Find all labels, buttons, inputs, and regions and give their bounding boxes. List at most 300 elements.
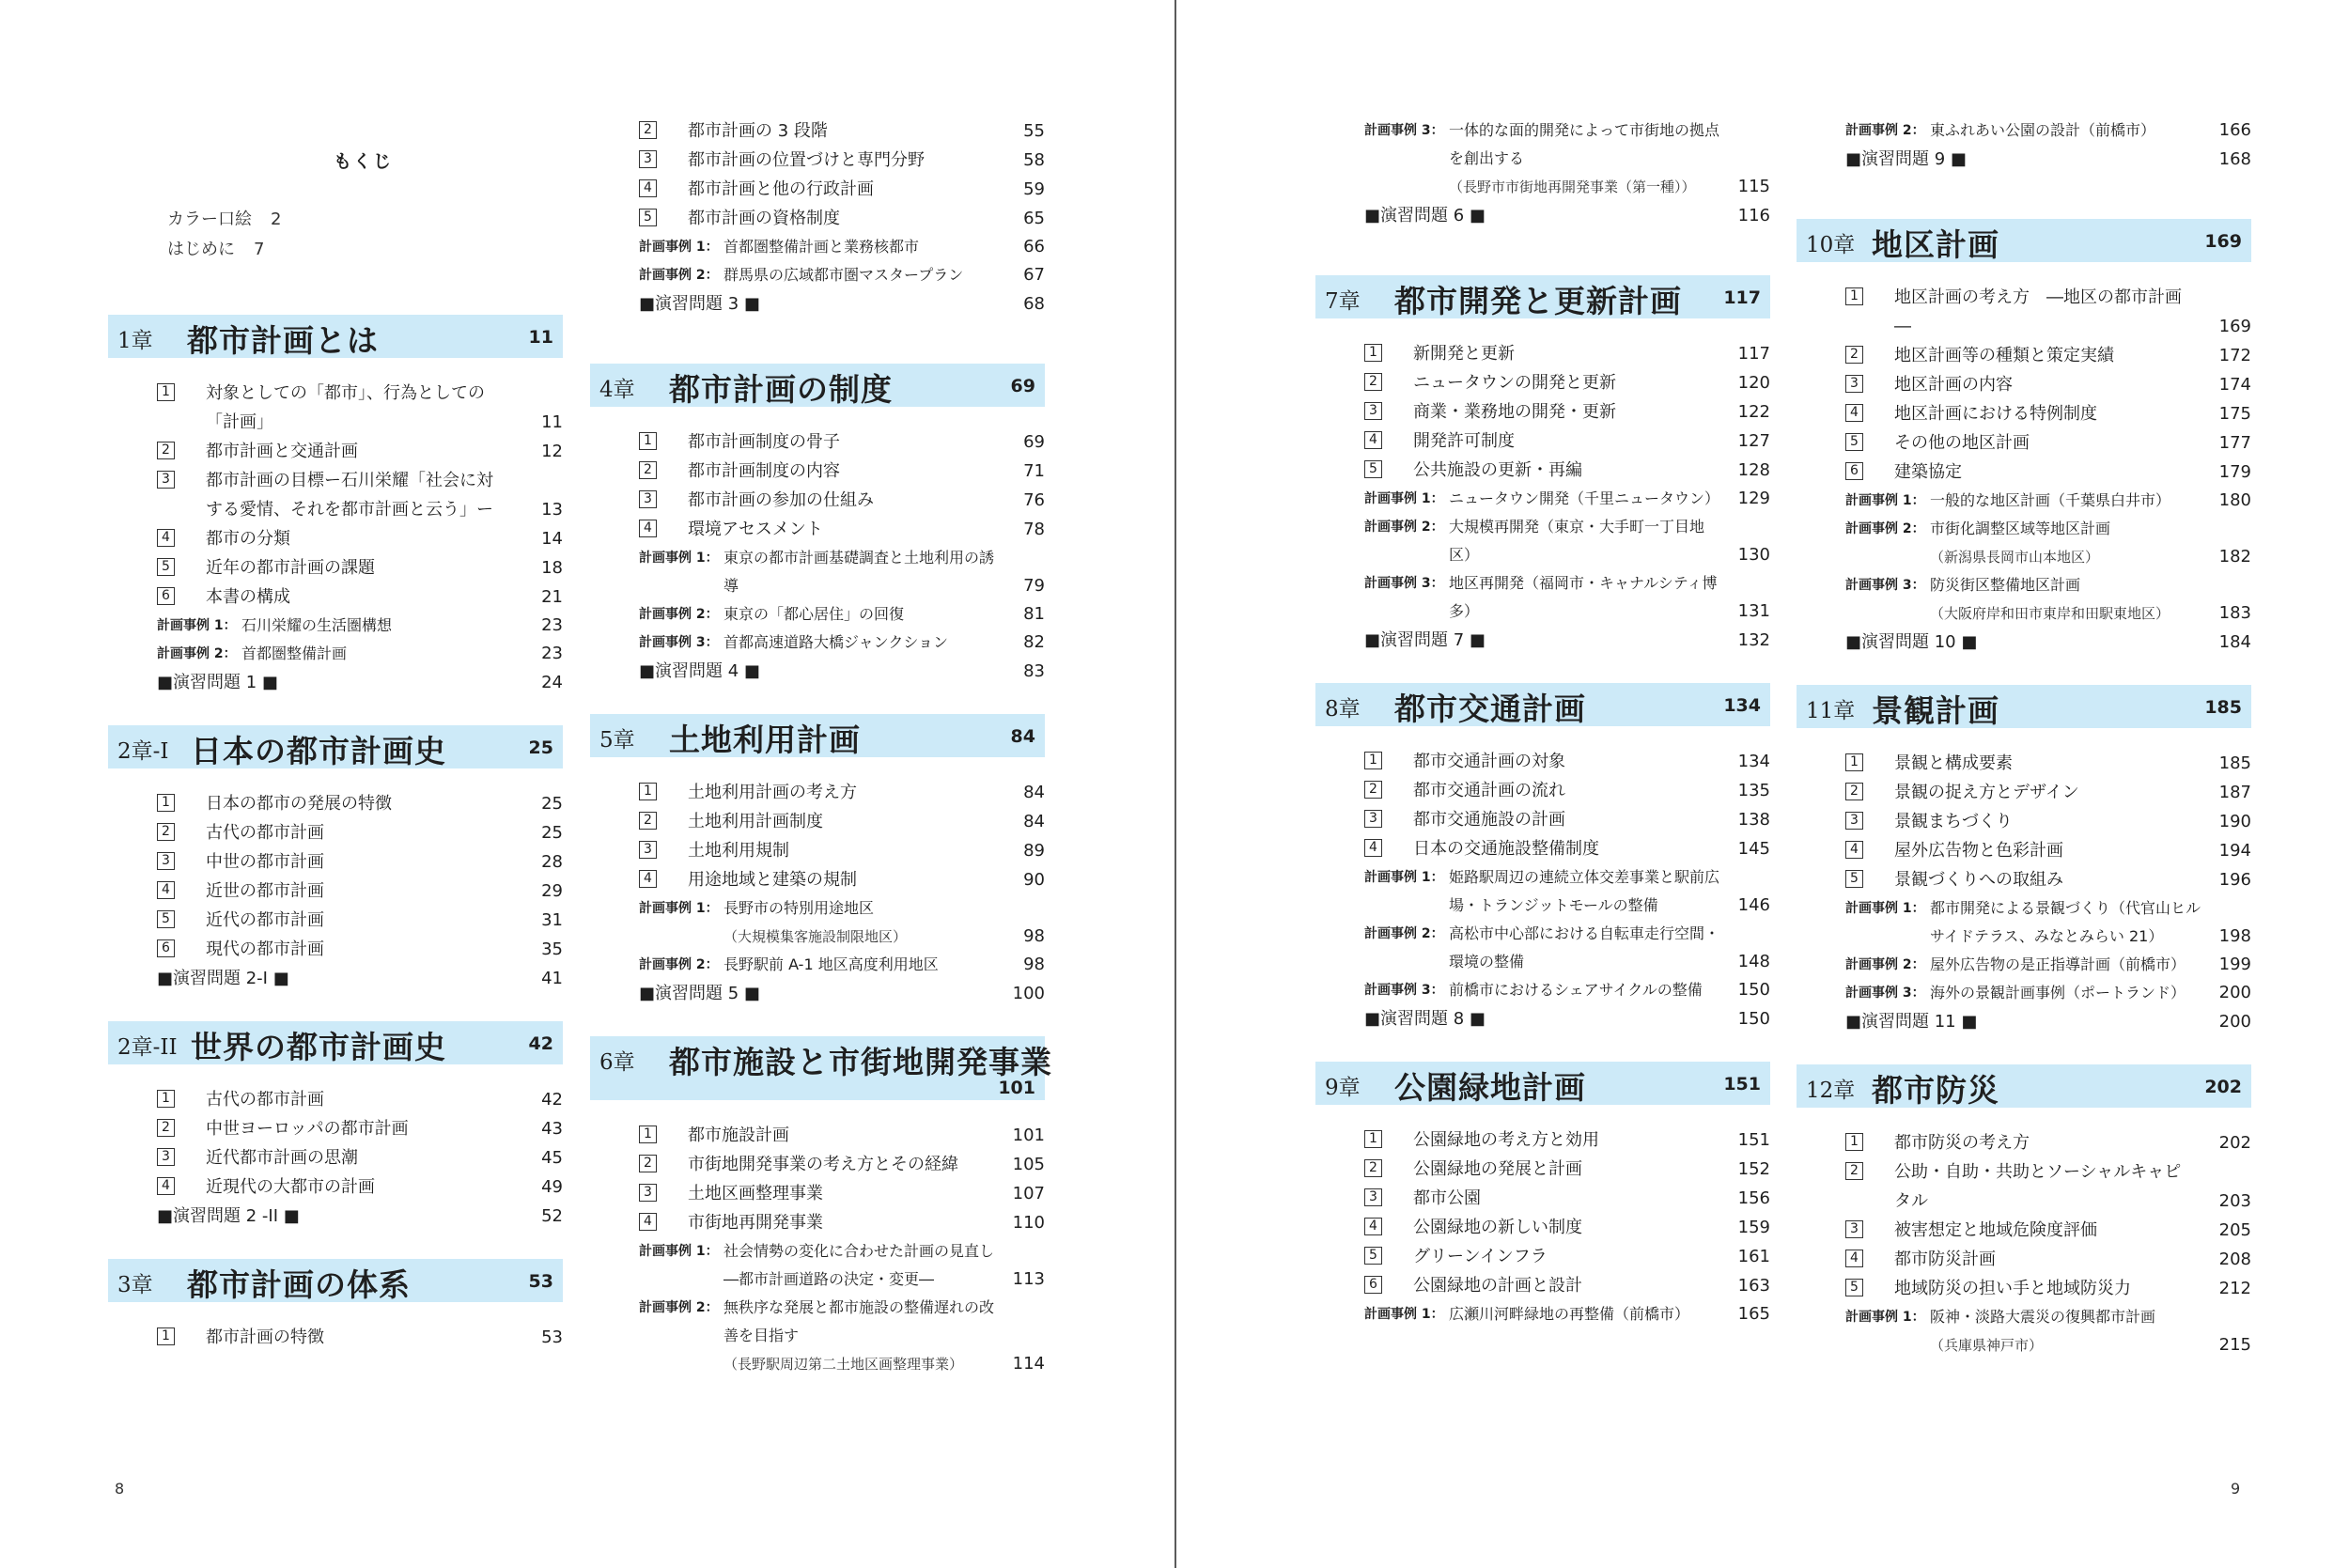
item-number-box: 1 — [639, 783, 657, 800]
case-study-item — [108, 612, 563, 640]
case-page: 131 — [1737, 601, 1770, 621]
case-label: 計画事例 2： — [1364, 926, 1444, 941]
toc-item — [1315, 1242, 1770, 1271]
chapter-title: 世界の都市計画史 — [191, 1029, 446, 1065]
toc-item — [1797, 836, 2251, 865]
item-text: 公園緑地の新しい制度 — [1413, 1218, 1582, 1237]
toc-item — [590, 175, 1045, 204]
chapter-header — [590, 1036, 1052, 1100]
item-page: 43 — [541, 1119, 563, 1139]
chapter-number: 2章-II — [117, 1035, 178, 1060]
item-number-box: 3 — [1364, 810, 1382, 828]
chapter-page: 84 — [1010, 726, 1035, 747]
item-text: 古代の都市計画 — [206, 823, 324, 843]
case-label: 計画事例 1： — [1845, 901, 1925, 916]
case-text-block — [241, 640, 563, 668]
case-text: 高松市中心部における自転車走行空間・環境の整備 — [1449, 924, 1720, 970]
chapter-section — [1797, 1064, 2251, 1359]
exercise-text: ■演習問題 5 ■ — [639, 984, 760, 1003]
chapter-header — [1315, 275, 1770, 318]
item-page: 28 — [541, 852, 563, 872]
item-text: 地区計画の考え方 ―地区の都市計画― — [1894, 287, 2182, 336]
item-page: 122 — [1737, 402, 1770, 422]
chapter-title: 都市防災 — [1872, 1072, 1999, 1109]
item-page: 163 — [1737, 1276, 1770, 1296]
item-number-box: 2 — [1845, 783, 1863, 800]
case-text: 屋外広告物の是正指導計画（前橋市） — [1930, 955, 2186, 973]
toc-item — [108, 847, 563, 877]
item-text: 日本の都市の発展の特徴 — [206, 794, 392, 814]
chapter-header — [590, 364, 1045, 407]
case-text-block — [723, 1237, 1045, 1294]
chapter-section — [108, 1259, 563, 1352]
item-text: 新開発と更新 — [1413, 344, 1515, 364]
chapter-section — [1315, 275, 1770, 655]
case-text: 一体的な面的開発によって市街地の拠点を創出する — [1449, 121, 1720, 167]
case-text-block — [1449, 513, 1770, 569]
item-page: 12 — [541, 442, 563, 461]
case-text: 広瀬川河畔緑地の再整備（前橋市） — [1449, 1305, 1690, 1323]
item-number-box: 5 — [157, 910, 175, 928]
item-number-box: 1 — [1845, 753, 1863, 771]
chapter-header — [108, 1259, 563, 1302]
toc-item — [590, 204, 1045, 233]
case-label: 計画事例 1： — [1364, 1307, 1444, 1322]
item-text: 都市計画の資格制度 — [688, 209, 840, 228]
case-study-item — [590, 951, 1045, 979]
item-number-box: 2 — [1845, 346, 1863, 364]
item-text: 土地区画整理事業 — [688, 1184, 823, 1203]
case-label: 計画事例 3： — [1845, 578, 1925, 593]
item-number-box: 4 — [1364, 839, 1382, 857]
chapter-title: 都市施設と市街地開発事業 — [669, 1044, 1052, 1080]
case-page: 165 — [1737, 1304, 1770, 1324]
exercise-text: ■演習問題 7 ■ — [1364, 630, 1486, 650]
chapter-section — [108, 1021, 563, 1231]
exercise-item — [108, 964, 563, 993]
exercise-item — [590, 289, 1045, 318]
case-study-item — [1797, 487, 2251, 515]
item-text: 都市計画の位置づけと専門分野 — [688, 150, 925, 170]
item-page: 205 — [2218, 1220, 2251, 1240]
chapter-title: 公園緑地計画 — [1394, 1069, 1586, 1106]
case-label: 計画事例 3： — [1364, 123, 1444, 138]
item-text: 景観まちづくり — [1894, 812, 2013, 831]
exercise-text: ■演習問題 11 ■ — [1845, 1012, 1978, 1032]
case-text: 東ふれあい公園の設計（前橋市） — [1930, 121, 2156, 139]
exercise-page: 52 — [541, 1206, 563, 1226]
chapter-header — [590, 714, 1045, 757]
item-number-box: 1 — [157, 1090, 175, 1108]
item-text: 都市交通施設の計画 — [1413, 810, 1565, 830]
exercise-item — [108, 1202, 563, 1231]
chapter-page: 117 — [1723, 287, 1761, 308]
toc-item — [590, 778, 1045, 807]
item-page: 31 — [541, 910, 563, 930]
item-page: 138 — [1737, 810, 1770, 830]
case-label: 計画事例 1： — [1845, 493, 1925, 508]
item-page: 55 — [1023, 121, 1045, 141]
case-text: 市街化調整区域等地区計画 — [1930, 520, 2111, 537]
case-label: 計画事例 1： — [1364, 870, 1444, 885]
item-page: 45 — [541, 1148, 563, 1168]
item-number-box: 3 — [1845, 812, 1863, 830]
toc-item — [108, 906, 563, 935]
exercise-page: 116 — [1737, 206, 1770, 225]
case-study-item — [590, 544, 1045, 600]
item-text: 商業・業務地の開発・更新 — [1413, 402, 1616, 422]
item-page: 202 — [2218, 1133, 2251, 1153]
case-study-item — [108, 640, 563, 668]
item-number-box: 5 — [157, 558, 175, 576]
case-page: 146 — [1737, 895, 1770, 915]
item-number-box: 3 — [1845, 375, 1863, 393]
case-text-block — [1930, 571, 2251, 628]
toc-item — [1315, 776, 1770, 805]
chapter-title: 都市計画の制度 — [669, 371, 893, 408]
item-page: 76 — [1023, 490, 1045, 510]
case-page: 82 — [1023, 632, 1045, 652]
item-number-box: 2 — [1364, 373, 1382, 391]
case-label: 計画事例 2： — [639, 957, 719, 972]
exercise-text: ■演習問題 1 ■ — [157, 673, 278, 692]
toc-column-4 — [1797, 116, 2251, 1359]
item-page: 107 — [1012, 1184, 1045, 1203]
toc-item — [1797, 1128, 2251, 1157]
toc-item — [108, 524, 563, 553]
chapter-number: 2章-I — [117, 739, 169, 764]
case-study-item — [590, 233, 1045, 261]
case-text-block — [1930, 487, 2251, 515]
toc-item — [1315, 397, 1770, 427]
exercise-text: ■演習問題 2-I ■ — [157, 969, 289, 988]
chapter-continuation — [1797, 116, 2251, 174]
case-text: 群馬県の広域都市圏マスタープラン — [723, 266, 964, 284]
item-number-box: 1 — [1364, 752, 1382, 769]
item-text: 中世の都市計画 — [206, 852, 324, 872]
item-text: 環境アセスメント — [688, 520, 823, 539]
item-text: 市街地再開発事業 — [688, 1213, 823, 1233]
item-text: 屋外広告物と色彩計画 — [1894, 841, 2063, 861]
case-text-block — [1930, 1303, 2251, 1359]
item-number-box: 2 — [157, 1119, 175, 1137]
toc-item — [590, 116, 1045, 146]
chapter-page: 11 — [528, 327, 553, 348]
case-text: 長野駅前 A-1 地区高度利用地区 — [723, 955, 939, 973]
case-page: 180 — [2218, 490, 2251, 510]
item-text: 古代の都市計画 — [206, 1090, 324, 1110]
item-text: その他の地区計画 — [1894, 433, 2030, 453]
case-study-item — [1797, 894, 2251, 951]
item-page: 35 — [541, 939, 563, 959]
chapter-section — [108, 315, 563, 697]
case-label: 計画事例 2： — [639, 268, 719, 283]
case-label: 計画事例 2： — [639, 1300, 719, 1315]
toc-item — [590, 515, 1045, 544]
chapter-title: 都市交通計画 — [1394, 691, 1586, 727]
toc-item — [1315, 368, 1770, 397]
item-page: 190 — [2218, 812, 2251, 831]
case-text-block — [723, 600, 1045, 629]
item-number-box: 4 — [157, 881, 175, 899]
case-study-item — [590, 261, 1045, 289]
item-number-box: 2 — [1364, 1159, 1382, 1177]
item-page: 78 — [1023, 520, 1045, 539]
chapter-number: 10章 — [1806, 233, 1856, 257]
case-study-item — [590, 894, 1045, 951]
case-study-item — [1315, 116, 1770, 201]
case-page: 199 — [2218, 955, 2251, 974]
item-number-box: 1 — [157, 383, 175, 401]
item-text: 都市計画と他の行政計画 — [688, 179, 874, 199]
item-text: 都市防災計画 — [1894, 1250, 1996, 1269]
case-page: 67 — [1023, 265, 1045, 285]
case-page: 113 — [1012, 1269, 1045, 1289]
case-study-item — [1797, 951, 2251, 979]
chapter-section — [1797, 219, 2251, 657]
case-page: 182 — [2218, 547, 2251, 567]
toc-item — [1797, 1274, 2251, 1303]
page-gutter — [1174, 0, 1176, 1568]
chapter-page: 42 — [528, 1033, 553, 1054]
case-study-item — [1797, 979, 2251, 1007]
toc-item — [108, 466, 563, 524]
case-text-block — [1930, 951, 2251, 979]
item-page: 110 — [1012, 1213, 1045, 1233]
chapter-section — [1797, 685, 2251, 1036]
item-text: 近代都市計画の思潮 — [206, 1148, 358, 1168]
case-text: 無秩序な発展と都市施設の整備遅れの改善を目指す — [723, 1298, 995, 1344]
toc-item — [590, 865, 1045, 894]
item-number-box: 1 — [1364, 344, 1382, 362]
case-text-block — [241, 612, 563, 640]
case-subtext: （大規模集客施設制限地区） — [723, 928, 908, 945]
case-text: 防災街区整備地区計画 — [1930, 576, 2081, 594]
item-number-box: 2 — [1364, 781, 1382, 799]
item-number-box: 5 — [1364, 460, 1382, 478]
chapter-header — [108, 725, 563, 768]
chapter-number: 9章 — [1325, 1076, 1361, 1100]
item-number-box: 3 — [157, 1148, 175, 1166]
item-page: 71 — [1023, 461, 1045, 481]
toc-item — [1797, 1245, 2251, 1274]
toc-column-2 — [590, 116, 1052, 1378]
item-text: 用途地域と建築の規制 — [688, 870, 857, 890]
exercise-text: ■演習問題 10 ■ — [1845, 632, 1978, 652]
toc-item — [1797, 865, 2251, 894]
exercise-page: 150 — [1737, 1009, 1770, 1029]
exercise-text: ■演習問題 8 ■ — [1364, 1009, 1486, 1029]
case-page: 98 — [1023, 955, 1045, 974]
item-number-box: 4 — [639, 520, 657, 537]
item-number-box: 1 — [1845, 1133, 1863, 1151]
item-page: 13 — [541, 500, 563, 520]
chapter-page: 134 — [1723, 695, 1761, 716]
toc-item — [1797, 370, 2251, 399]
item-text: 都市の分類 — [206, 529, 290, 549]
item-text: 都市施設計画 — [688, 1126, 789, 1145]
item-text: 景観と構成要素 — [1894, 753, 2013, 773]
toc-item — [1315, 1155, 1770, 1184]
front-matter-item: カラー口絵 2 — [167, 210, 282, 229]
toc-item — [590, 807, 1045, 836]
case-label: 計画事例 3： — [639, 635, 719, 650]
toc-item — [590, 1121, 1045, 1150]
item-text: 都市計画の 3 段階 — [688, 121, 828, 141]
item-text: 市街地開発事業の考え方とその経緯 — [688, 1155, 958, 1174]
chapter-title: 地区計画 — [1872, 226, 1999, 263]
toc-column-3 — [1315, 116, 1770, 1328]
case-study-item — [1315, 920, 1770, 976]
chapter-header — [1797, 685, 2251, 728]
case-text: 社会情勢の変化に合わせた計画の見直し ―都市計画道路の決定・変更― — [723, 1242, 995, 1288]
item-text: 土地利用計画制度 — [688, 812, 823, 831]
chapter-title: 都市開発と更新計画 — [1394, 283, 1682, 319]
toc-item — [1315, 1126, 1770, 1155]
chapter-section — [590, 714, 1045, 1008]
exercise-text: ■演習問題 4 ■ — [639, 661, 760, 681]
toc-item — [108, 1114, 563, 1143]
toc-item — [108, 935, 563, 964]
case-label: 計画事例 2： — [1845, 521, 1925, 536]
case-text-block — [1449, 485, 1770, 513]
exercise-page: 68 — [1023, 294, 1045, 314]
toc-item — [108, 818, 563, 847]
case-page: 148 — [1737, 952, 1770, 971]
chapter-header — [1315, 683, 1770, 726]
toc-title: もくじ — [334, 151, 394, 172]
item-number-box: 3 — [1364, 1188, 1382, 1206]
item-number-box: 3 — [1845, 1220, 1863, 1238]
item-page: 128 — [1737, 460, 1770, 480]
case-page: 98 — [1023, 926, 1045, 946]
case-text: 大規模再開発（東京・大手町一丁目地区） — [1449, 518, 1705, 564]
item-page: 134 — [1737, 752, 1770, 771]
case-label: 計画事例 2： — [1845, 957, 1925, 972]
item-number-box: 5 — [639, 209, 657, 226]
item-page: 203 — [2218, 1191, 2251, 1211]
item-number-box: 5 — [1845, 870, 1863, 888]
case-label: 計画事例 2： — [1364, 520, 1444, 535]
exercise-item — [1315, 201, 1770, 230]
case-label: 計画事例 1： — [639, 1244, 719, 1259]
case-study-item — [1315, 1300, 1770, 1328]
item-text: 日本の交通施設整備制度 — [1413, 839, 1599, 859]
item-number-box: 3 — [157, 471, 175, 489]
toc-item — [590, 427, 1045, 457]
item-text: ニュータウンの開発と更新 — [1413, 373, 1616, 393]
item-text: 都市公園 — [1413, 1188, 1481, 1208]
item-number-box: 1 — [639, 1126, 657, 1143]
item-page: 59 — [1023, 179, 1045, 199]
case-page: 150 — [1737, 980, 1770, 1000]
toc-item — [590, 1150, 1045, 1179]
item-number-box: 2 — [639, 1155, 657, 1172]
chapter-section — [1315, 1062, 1770, 1328]
item-page: 145 — [1737, 839, 1770, 859]
case-page: 183 — [2218, 603, 2251, 623]
item-number-box: 2 — [639, 812, 657, 830]
item-text: 景観づくりへの取組み — [1894, 870, 2063, 890]
chapter-section — [590, 1036, 1052, 1378]
item-number-box: 3 — [639, 150, 657, 168]
case-text: 前橋市におけるシェアサイクルの整備 — [1449, 981, 1703, 999]
page-number-right: 9 — [2231, 1480, 2241, 1498]
case-text-block — [1449, 116, 1770, 201]
toc-item — [590, 836, 1045, 865]
case-label: 計画事例 1： — [157, 618, 237, 633]
item-page: 105 — [1012, 1155, 1045, 1174]
item-page: 25 — [541, 823, 563, 843]
item-page: 194 — [2218, 841, 2251, 861]
item-number-box: 6 — [1364, 1276, 1382, 1294]
item-page: 156 — [1737, 1188, 1770, 1208]
exercise-page: 184 — [2218, 632, 2251, 652]
item-page: 21 — [541, 587, 563, 607]
exercise-page: 83 — [1023, 661, 1045, 681]
case-study-item — [1797, 571, 2251, 628]
chapter-continuation — [1315, 116, 1770, 230]
item-page: 101 — [1012, 1126, 1045, 1145]
case-label: 計画事例 2： — [1845, 123, 1925, 138]
case-subtext: （大阪府岸和田市東岸和田駅東地区） — [1930, 605, 2170, 622]
item-page: 69 — [1023, 432, 1045, 452]
case-text: 長野市の特別用途地区 — [723, 899, 875, 917]
item-number-box: 4 — [1845, 404, 1863, 422]
chapter-title: 土地利用計画 — [669, 722, 861, 758]
item-number-box: 4 — [639, 870, 657, 888]
item-page: 120 — [1737, 373, 1770, 393]
item-number-box: 1 — [157, 1327, 175, 1345]
item-text: 都市計画の目標ー石川栄耀「社会に対する愛情、それを都市計画と云う」ー — [206, 471, 493, 520]
case-page: 130 — [1737, 545, 1770, 565]
chapter-page: 202 — [2204, 1077, 2242, 1097]
case-study-item — [590, 1237, 1045, 1294]
case-text: 石川栄耀の生活圏構想 — [241, 616, 393, 634]
item-text: 建築協定 — [1894, 462, 1962, 482]
item-text: 土地利用規制 — [688, 841, 789, 861]
case-label: 計画事例 1： — [1364, 491, 1444, 506]
item-page: 159 — [1737, 1218, 1770, 1237]
chapter-number: 8章 — [1325, 697, 1361, 722]
item-number-box: 4 — [157, 1177, 175, 1195]
item-text: 対象としての「都市」、行為としての「計画」 — [206, 383, 485, 432]
toc-column-1 — [108, 315, 563, 1352]
item-page: 187 — [2218, 783, 2251, 802]
case-text: 都市開発による景観づくり（代官山ヒルサイドテラス、みなとみらい 21） — [1930, 899, 2201, 945]
toc-item — [1797, 807, 2251, 836]
item-text: 都市計画制度の内容 — [688, 461, 840, 481]
item-number-box: 1 — [157, 794, 175, 812]
case-text-block — [723, 894, 1045, 951]
case-text-block — [723, 233, 1045, 261]
case-study-item — [1315, 863, 1770, 920]
item-page: 49 — [541, 1177, 563, 1197]
item-number-box: 3 — [639, 490, 657, 508]
item-number-box: 4 — [639, 1213, 657, 1231]
item-number-box: 1 — [639, 432, 657, 450]
item-text: 都市交通計画の流れ — [1413, 781, 1565, 800]
item-number-box: 2 — [157, 823, 175, 841]
case-text: 阪神・淡路大震災の復興都市計画 — [1930, 1308, 2156, 1326]
item-number-box: 4 — [1364, 1218, 1382, 1235]
chapter-header — [1797, 1064, 2251, 1108]
exercise-page: 41 — [541, 969, 563, 988]
exercise-text: ■演習問題 6 ■ — [1364, 206, 1486, 225]
chapter-page: 151 — [1723, 1074, 1761, 1094]
item-number-box: 6 — [157, 939, 175, 957]
exercise-item — [1797, 628, 2251, 657]
